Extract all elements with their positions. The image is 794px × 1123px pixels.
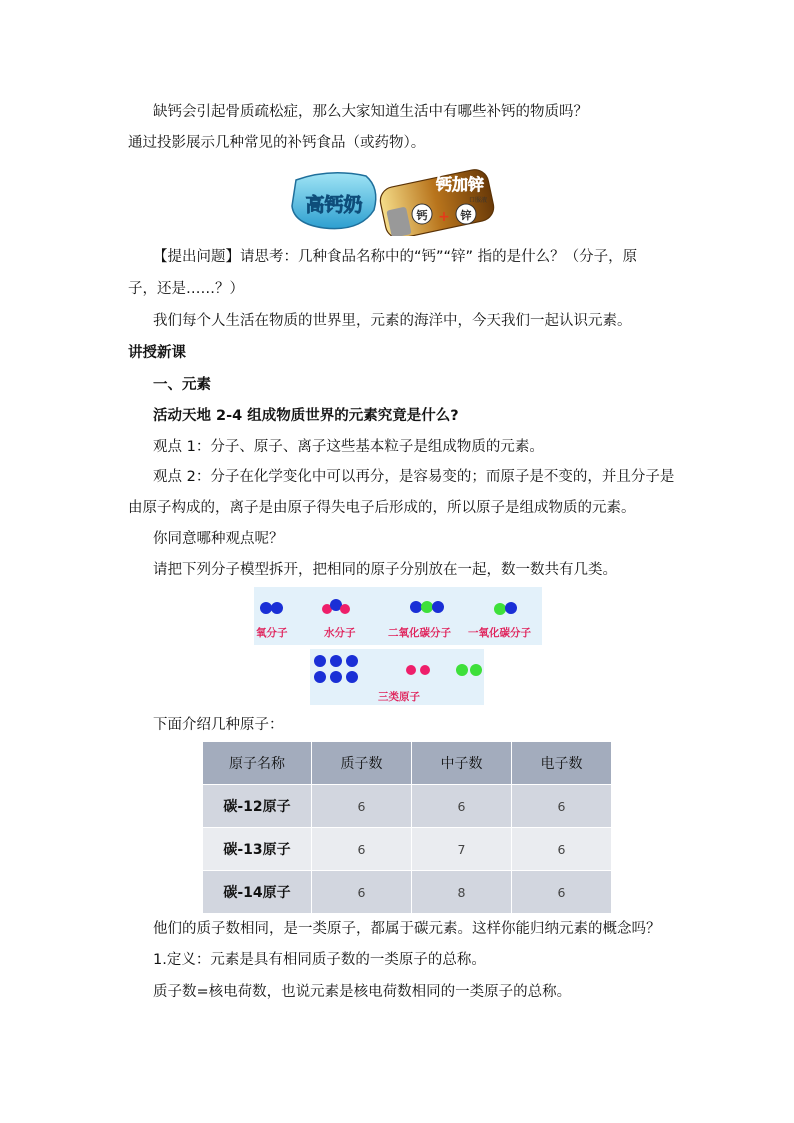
table-cell-name: 碳-12原子 (203, 785, 312, 828)
oxygen-atom (330, 671, 342, 683)
table-header-cell: 中子数 (412, 742, 512, 785)
table-header-cell: 质子数 (312, 742, 412, 785)
table-cell-electrons: 6 (512, 871, 612, 914)
table-row (203, 871, 612, 914)
atom-table (202, 741, 612, 914)
table-cell-protons: 6 (312, 785, 412, 828)
table-cell-neutrons: 7 (412, 828, 512, 871)
paragraph-definition: 1.定义：元素是具有相同质子数的一类原子的总称。 (153, 952, 486, 968)
oxygen-atom (314, 671, 326, 683)
molecule-models-figure (254, 587, 542, 645)
oxygen-atom (346, 655, 358, 667)
paragraph-viewpoint-2b: 由原子构成的，离子是由原子得失电子后形成的，所以原子是组成物质的元素。 (128, 500, 636, 516)
table-cell-electrons: 6 (512, 828, 612, 871)
oxygen-atom (505, 602, 517, 614)
hydrogen-atom (406, 665, 416, 675)
paragraph-which-view: 你同意哪种观点呢？ (153, 531, 284, 547)
table-cell-protons: 6 (312, 828, 412, 871)
label-co-molecule: 一氧化碳分子 (468, 627, 531, 639)
carbon-atom (470, 664, 482, 676)
table-cell-name: 碳-13原子 (203, 828, 312, 871)
paragraph-projection: 通过投影展示几种常见的补钙食品（或药物）。 (128, 135, 426, 151)
table-header-row (203, 742, 612, 785)
table-row (203, 828, 612, 871)
calcium-products-image (290, 166, 505, 236)
cap-zinc-label: 锌 (460, 209, 472, 222)
paragraph-question-b: 子，还是……？） (128, 281, 244, 297)
paragraph-question-a: 【提出问题】请思考：几种食品名称中的“钙”“锌” 指的是什么？（分子，原 (153, 249, 638, 265)
paragraph-conclusion: 他们的质子数相同，是一类原子，都属于碳元素。这样你能归纳元素的概念吗？ (153, 921, 661, 937)
bottle-small-label: 口服液 (468, 197, 488, 204)
label-three-atom-kinds: 三类原子 (378, 691, 420, 703)
milk-label: 高钙奶 (305, 194, 363, 216)
label-water-molecule: 水分子 (324, 627, 356, 639)
oxygen-atom (346, 671, 358, 683)
heading-elements: 一、元素 (153, 377, 211, 393)
table-cell-electrons: 6 (512, 785, 612, 828)
hydrogen-atom (420, 665, 430, 675)
paragraph-calcium-question: 缺钙会引起骨质疏松症，那么大家知道生活中有哪些补钙的物质吗？ (153, 104, 588, 120)
plus-label: + (438, 209, 450, 225)
paragraph-split-molecules: 请把下列分子模型拆开，把相同的原子分别放在一起，数一数共有几类。 (153, 562, 617, 578)
cap-calcium-label: 钙 (416, 209, 428, 222)
paragraph-viewpoint-2a: 观点 2：分子在化学变化中可以再分，是容易变的；而原子是不变的，并且分子是 (153, 469, 675, 485)
table-cell-protons: 6 (312, 871, 412, 914)
oxygen-atom (330, 655, 342, 667)
table-cell-neutrons: 6 (412, 785, 512, 828)
hydrogen-atom (340, 604, 350, 614)
label-co2-molecule: 二氧化碳分子 (388, 627, 451, 639)
bottle-label: 钙加锌 (435, 175, 485, 194)
table-cell-name: 碳-14原子 (203, 871, 312, 914)
heading-new-lesson: 讲授新课 (128, 345, 186, 361)
carbon-atom (456, 664, 468, 676)
oxygen-atom (432, 601, 444, 613)
oxygen-atom (314, 655, 326, 667)
atom-groups-figure (310, 649, 484, 705)
table-row (203, 785, 612, 828)
oxygen-atom (271, 602, 283, 614)
paragraph-nuclear-charge: 质子数=核电荷数，也说元素是核电荷数相同的一类原子的总称。 (153, 984, 572, 1000)
paragraph-viewpoint-1: 观点 1：分子、原子、离子这些基本粒子是组成物质的元素。 (153, 439, 544, 455)
paragraph-atoms-intro: 下面介绍几种原子： (153, 717, 284, 733)
table-header-cell: 电子数 (512, 742, 612, 785)
paragraph-intro-elements: 我们每个人生活在物质的世界里，元素的海洋中，今天我们一起认识元素。 (153, 313, 632, 329)
table-header-cell: 原子名称 (203, 742, 312, 785)
label-oxygen-molecule: 氧分子 (256, 627, 288, 639)
table-cell-neutrons: 8 (412, 871, 512, 914)
heading-activity: 活动天地 2-4 组成物质世界的元素究竟是什么? (153, 408, 459, 424)
